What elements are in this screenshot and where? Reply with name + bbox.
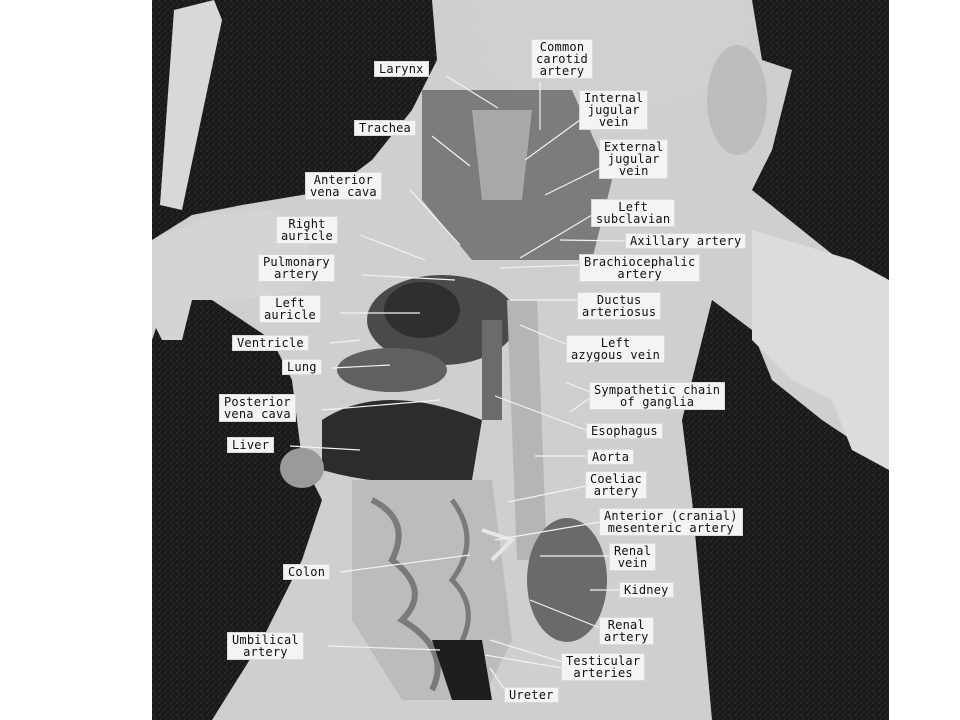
- label-brachiocephalic-artery: Brachiocephalic artery: [580, 255, 699, 281]
- label-ureter: Ureter: [505, 688, 558, 702]
- label-testicular-arteries: Testicular arteries: [562, 654, 644, 680]
- label-sympathetic-chain: Sympathetic chain of ganglia: [590, 383, 724, 409]
- left-auricle-shape: [384, 282, 460, 338]
- trachea-shape: [472, 110, 532, 200]
- label-posterior-vena-cava: Posterior vena cava: [220, 395, 295, 421]
- label-ductus-arteriosus: Ductus arteriosus: [578, 293, 660, 319]
- liver-shape: [322, 400, 482, 483]
- label-external-jugular-vein: External jugular vein: [600, 140, 667, 178]
- label-kidney: Kidney: [620, 583, 673, 597]
- right-head-mass: [707, 45, 767, 155]
- label-coeliac-artery: Coeliac artery: [586, 472, 646, 498]
- label-right-auricle: Right auricle: [277, 217, 337, 243]
- label-larynx: Larynx: [375, 62, 428, 76]
- label-renal-artery: Renal artery: [600, 618, 653, 644]
- specimen-photograph: [152, 0, 889, 720]
- label-colon: Colon: [284, 565, 329, 579]
- label-axillary-artery: Axillary artery: [626, 234, 745, 248]
- lung-shape: [337, 348, 447, 392]
- label-umbilical-artery: Umbilical artery: [228, 633, 303, 659]
- label-anterior-vena-cava: Anterior vena cava: [306, 173, 381, 199]
- label-common-carotid-artery: Common carotid artery: [532, 40, 592, 78]
- specimen-photo-art: [152, 0, 889, 720]
- label-esophagus: Esophagus: [587, 424, 662, 438]
- label-renal-vein: Renal vein: [610, 544, 655, 570]
- label-internal-jugular-vein: Internal jugular vein: [580, 91, 647, 129]
- label-pulmonary-artery: Pulmonary artery: [259, 255, 334, 281]
- kidney-shape: [527, 518, 607, 642]
- label-left-auricle: Left auricle: [260, 296, 320, 322]
- label-ventricle: Ventricle: [233, 336, 308, 350]
- label-liver: Liver: [228, 438, 273, 452]
- label-left-azygous-vein: Left azygous vein: [567, 336, 664, 362]
- label-anterior-mesenteric-artery: Anterior (cranial) mesenteric artery: [600, 509, 742, 535]
- vessel-column: [482, 320, 502, 420]
- gallbladder-shape: [280, 448, 324, 488]
- label-trachea: Trachea: [355, 121, 415, 135]
- label-lung: Lung: [283, 360, 321, 374]
- label-left-subclavian: Left subclavian: [592, 200, 674, 226]
- label-aorta: Aorta: [588, 450, 633, 464]
